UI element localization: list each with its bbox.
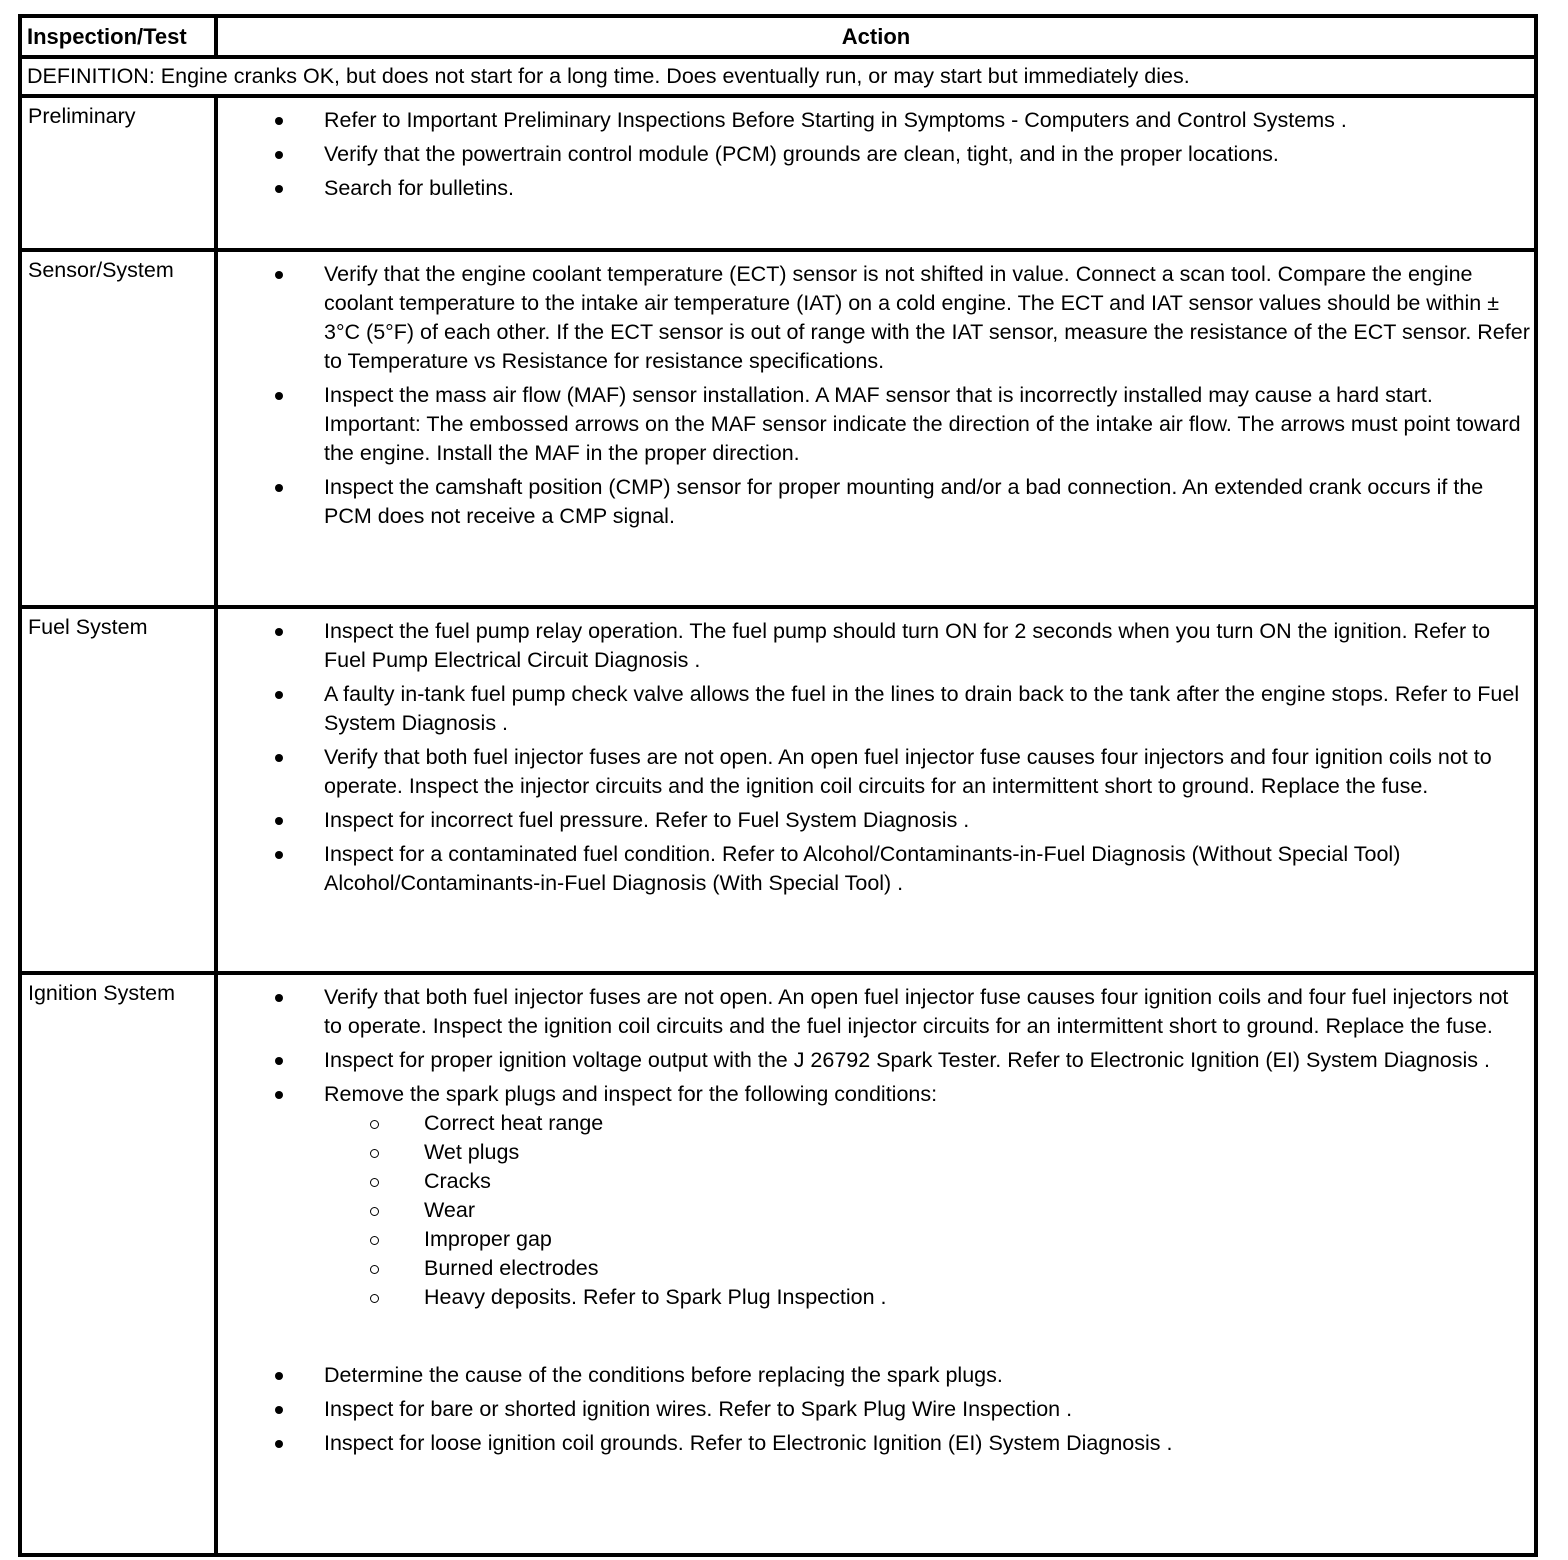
sub-list-item-text: Improper gap [424,1227,552,1251]
bullet-icon [275,1440,283,1448]
list-item-text: Inspect for a contaminated fuel condition. Refer to Alcohol/Contaminants-in-Fuel Diagnosis (Without Special Tool) Alcohol/Contaminants-in-Fuel Diagnosis (With Special Tool) . [324,842,1401,895]
sub-list-item-text: Wet plugs [424,1140,520,1164]
header-action: Action [216,16,1536,57]
row-label: Fuel System [20,607,216,973]
list-item [218,106,1530,135]
list-item [218,174,1530,203]
list-item-text: Verify that both fuel injector fuses are not open. An open fuel injector fuse causes four ignition coils and four fuel injectors not to operate. Inspect the ignition coil circuits and the fuel injector circuits for an intermittent short to ground. Replace the fuse. [324,985,1509,1038]
list-item-text: Refer to Important Preliminary Inspections Before Starting in Symptoms - Computers and Control Systems . [324,108,1347,132]
diagnosis-table [18,14,1538,1557]
list-item [218,381,1530,468]
sub-list-item-text: Heavy deposits. Refer to Spark Plug Inspection . [424,1285,887,1309]
sub-list-item [218,1283,1530,1312]
row-actions [216,96,1536,250]
row-label: Ignition System [20,973,216,1555]
definition-row [20,57,1536,96]
list-item [218,680,1530,738]
header-inspection-test: Inspection/Test [20,16,216,57]
bullet-icon [275,117,283,125]
circle-bullet-icon [370,1207,379,1216]
bullet-icon [275,1091,283,1099]
list-item [218,983,1530,1041]
list-item-text: Inspect for proper ignition voltage output with the J 26792 Spark Tester. Refer to Electronic Ignition (EI) System Diagnosis . [324,1048,1490,1072]
spacer [324,1312,1530,1356]
sub-list-item [218,1109,1530,1138]
spark-plug-conditions-list [324,1109,1530,1312]
list-item-text: Inspect for incorrect fuel pressure. Refer to Fuel System Diagnosis . [324,808,970,832]
sub-list-item [218,1225,1530,1254]
list-item-text: Inspect the fuel pump relay operation. The fuel pump should turn ON for 2 seconds when you turn ON the ignition. Refer to Fuel Pump Electrical Circuit Diagnosis . [324,619,1491,672]
bullet-icon [275,392,283,400]
table-row-sensor-system [20,250,1536,607]
list-item-text: Inspect for bare or shorted ignition wires. Refer to Spark Plug Wire Inspection . [324,1397,1073,1421]
sub-list-item-text: Burned electrodes [424,1256,599,1280]
definition-text: DEFINITION: Engine cranks OK, but does not start for a long time. Does eventually run, or may start but immediately dies. [20,57,1536,96]
sub-list-item [218,1138,1530,1167]
list-item [218,1046,1530,1075]
list-item-text: Inspect the mass air flow (MAF) sensor installation. A MAF sensor that is incorrectly installed may cause a hard start. Important: The embossed arrows on the MAF sensor indicate the direction of the intake air flow. The arrows must point toward the engine. Install the MAF in the proper direction. [324,383,1521,465]
list-item-text: Search for bulletins. [324,176,515,200]
row-actions [216,607,1536,973]
bullet-icon [275,1406,283,1414]
bullet-icon [275,817,283,825]
document-page [18,14,1534,1557]
bullet-icon [275,994,283,1002]
list-item-text: Verify that the engine coolant temperature (ECT) sensor is not shifted in value. Connect a scan tool. Compare the engine coolant temperature to the intake air temperature (IAT) on a cold engine. The ECT and IAT sensor values should be within ± 3°C (5°F) of each other. If the ECT sensor is out of range with the IAT sensor, measure the resistance of the ECT sensor. Refer to Temperature vs Resistance for resistance specifications. [324,262,1530,373]
list-item-text: Inspect for loose ignition coil grounds. Refer to Electronic Ignition (EI) System Diagnosis . [324,1431,1173,1455]
sub-list-item-text: Correct heat range [424,1111,604,1135]
list-item-text: Verify that both fuel injector fuses are not open. An open fuel injector fuse causes four injectors and four ignition coils not to operate. Inspect the injector circuits and the ignition coil circuits for an intermittent short to ground. Replace the fuse. [324,745,1492,798]
row-label: Sensor/System [20,250,216,607]
list-item-text: Remove the spark plugs and inspect for the following conditions: [324,1082,938,1106]
table-row-fuel-system [20,607,1536,973]
circle-bullet-icon [370,1120,379,1129]
bullet-icon [275,1057,283,1065]
list-item [218,806,1530,835]
circle-bullet-icon [370,1294,379,1303]
list-item [218,617,1530,675]
list-item-text: Inspect the camshaft position (CMP) sensor for proper mounting and/or a bad connection. An extended crank occurs if the PCM does not receive a CMP signal. [324,475,1484,528]
header-row [20,16,1536,57]
bullet-icon [275,754,283,762]
bullet-icon [275,271,283,279]
bullet-icon [275,851,283,859]
sub-list-item [218,1254,1530,1283]
circle-bullet-icon [370,1178,379,1187]
list-item [218,743,1530,801]
circle-bullet-icon [370,1149,379,1158]
list-item-text: Determine the cause of the conditions before replacing the spark plugs. [324,1363,1003,1387]
list-item [218,1361,1530,1390]
sub-list-item [218,1196,1530,1225]
bullet-icon [275,185,283,193]
bullet-icon [275,628,283,636]
bullet-icon [275,691,283,699]
list-item [218,473,1530,531]
list-item [218,1429,1530,1458]
table-row-preliminary [20,96,1536,250]
sub-list-item-text: Cracks [424,1169,491,1193]
row-label: Preliminary [20,96,216,250]
bullet-icon [275,1372,283,1380]
circle-bullet-icon [370,1236,379,1245]
sub-list-item [218,1167,1530,1196]
table-row-ignition-system [20,973,1536,1555]
list-item [218,260,1530,376]
bullet-icon [275,484,283,492]
list-item [218,140,1530,169]
list-item [218,1080,1530,1356]
list-item-text: Verify that the powertrain control module (PCM) grounds are clean, tight, and in the proper locations. [324,142,1279,166]
row-actions [216,973,1536,1555]
circle-bullet-icon [370,1265,379,1274]
bullet-icon [275,151,283,159]
list-item [218,1395,1530,1424]
row-actions [216,250,1536,607]
list-item-text: A faulty in-tank fuel pump check valve allows the fuel in the lines to drain back to the tank after the engine stops. Refer to Fuel System Diagnosis . [324,682,1520,735]
sub-list-item-text: Wear [424,1198,475,1222]
list-item [218,840,1530,898]
